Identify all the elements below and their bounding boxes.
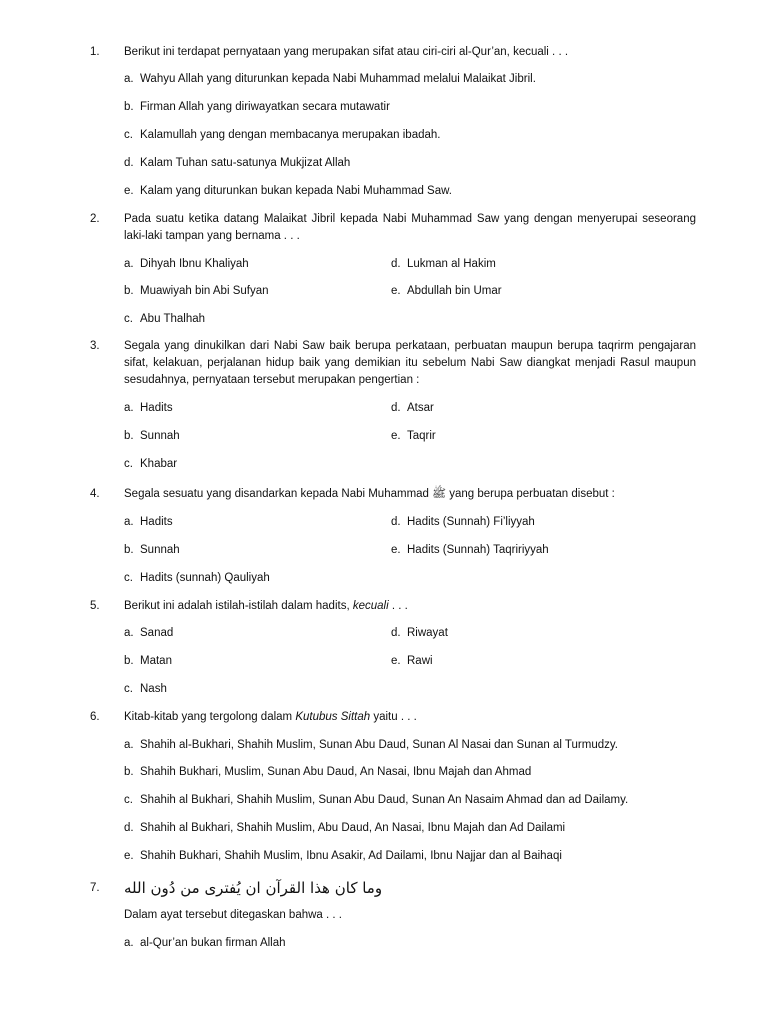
option-1d: d. Kalam Tuhan satu-satunya Mukjizat Allah [124,157,351,169]
option-4c: c. Hadits (sunnah) Qauliyah [124,572,270,584]
option-1c: c. Kalamullah yang dengan membacanya merupakan ibadah. [124,129,441,141]
option-5c: c. Nash [124,683,167,695]
option-5a: a. Sanad [124,627,174,639]
option-3d: d. Atsar [391,402,434,414]
question-number: 1. [90,46,100,58]
option-6c: c. Shahih al Bukhari, Shahih Muslim, Sunan Abu Daud, Sunan An Nasaim Ahmad dan ad Dailamy. [124,794,629,806]
option-1e: e. Kalam yang diturunkan bukan kepada Nabi Muhammad Saw. [124,185,452,197]
question-number: 3. [90,340,100,352]
option-4b: b. Sunnah [124,544,180,556]
option-1a: a. Wahyu Allah yang diturunkan kepada Nabi Muhammad melalui Malaikat Jibril. [124,73,536,85]
arabic-verse: وما كان هذا القرآن ان يُفترى من دُون الله [124,879,383,897]
option-3e: e. Taqrir [391,430,436,442]
option-5e: e. Rawi [391,655,433,667]
option-4d: d. Hadits (Sunnah) Fi’liyyah [391,516,535,528]
option-2c: c. Abu Thalhah [124,313,206,325]
question-text: Kitab-kitab yang tergolong dalam Kutubus Sittah yaitu . . . [124,711,417,723]
option-5b: b. Matan [124,655,172,667]
question-number: 7. [90,882,100,894]
question-number: 4. [90,488,100,500]
option-7a: a. al-Qur’an bukan firman Allah [124,937,286,949]
question-number: 6. [90,711,100,723]
question-text: Segala yang dinukilkan dari Nabi Saw baik berupa perkataan, perbuatan maupun berupa taqrirm pengajaran sifat, kelakuan, perjalanan hidup baik yang demikian itu sebelum Nabi Saw diangkat menjadi Rasul maupun sesudahnya, pernyataan tersebut merupakan pengertian : [124,340,696,386]
option-2d: d. Lukman al Hakim [391,258,496,270]
option-2e: e. Abdullah bin Umar [391,285,502,297]
question-7-text: Dalam ayat tersebut ditegaskan bahwa . . . [124,909,342,921]
question-text: Berikut ini adalah istilah-istilah dalam hadits, kecuali . . . [124,600,408,612]
option-4e: e. Hadits (Sunnah) Taqririyyah [391,544,549,556]
option-6a: a. Shahih al-Bukhari, Shahih Muslim, Sunan Abu Daud, Sunan Al Nasai dan Sunan al Turmudzy. [124,739,618,751]
option-3a: a. Hadits [124,402,173,414]
question-text: Pada suatu ketika datang Malaikat Jibril kepada Nabi Muhammad Saw yang dengan menyerupai seseorang laki-laki tampan yang bernama . . . [124,213,696,242]
question-number: 2. [90,213,100,225]
option-6d: d. Shahih al Bukhari, Shahih Muslim, Abu Daud, An Nasai, Ibnu Majah dan Ad Dailami [124,822,566,834]
option-4a: a. Hadits [124,516,173,528]
option-2a: a. Dihyah Ibnu Khaliyah [124,258,249,270]
option-6b: b. Shahih Bukhari, Muslim, Sunan Abu Daud, An Nasai, Ibnu Majah dan Ahmad [124,766,532,778]
option-2b: b. Muawiyah bin Abi Sufyan [124,285,269,297]
option-3b: b. Sunnah [124,430,180,442]
option-5d: d. Riwayat [391,627,448,639]
question-number: 5. [90,600,100,612]
option-1b: b. Firman Allah yang diriwayatkan secara mutawatir [124,101,390,113]
question-text: Berikut ini terdapat pernyataan yang merupakan sifat atau ciri-ciri al-Qur’an, kecuali . . . [124,46,569,58]
option-3c: c. Khabar [124,458,178,470]
option-6e: e. Shahih Bukhari, Shahih Muslim, Ibnu Asakir, Ad Dailami, Ibnu Najjar dan al Baihaqi [124,850,562,862]
question-text: Segala sesuatu yang disandarkan kepada Nabi Muhammad ﷺ yang berupa perbuatan disebut : [124,488,615,500]
